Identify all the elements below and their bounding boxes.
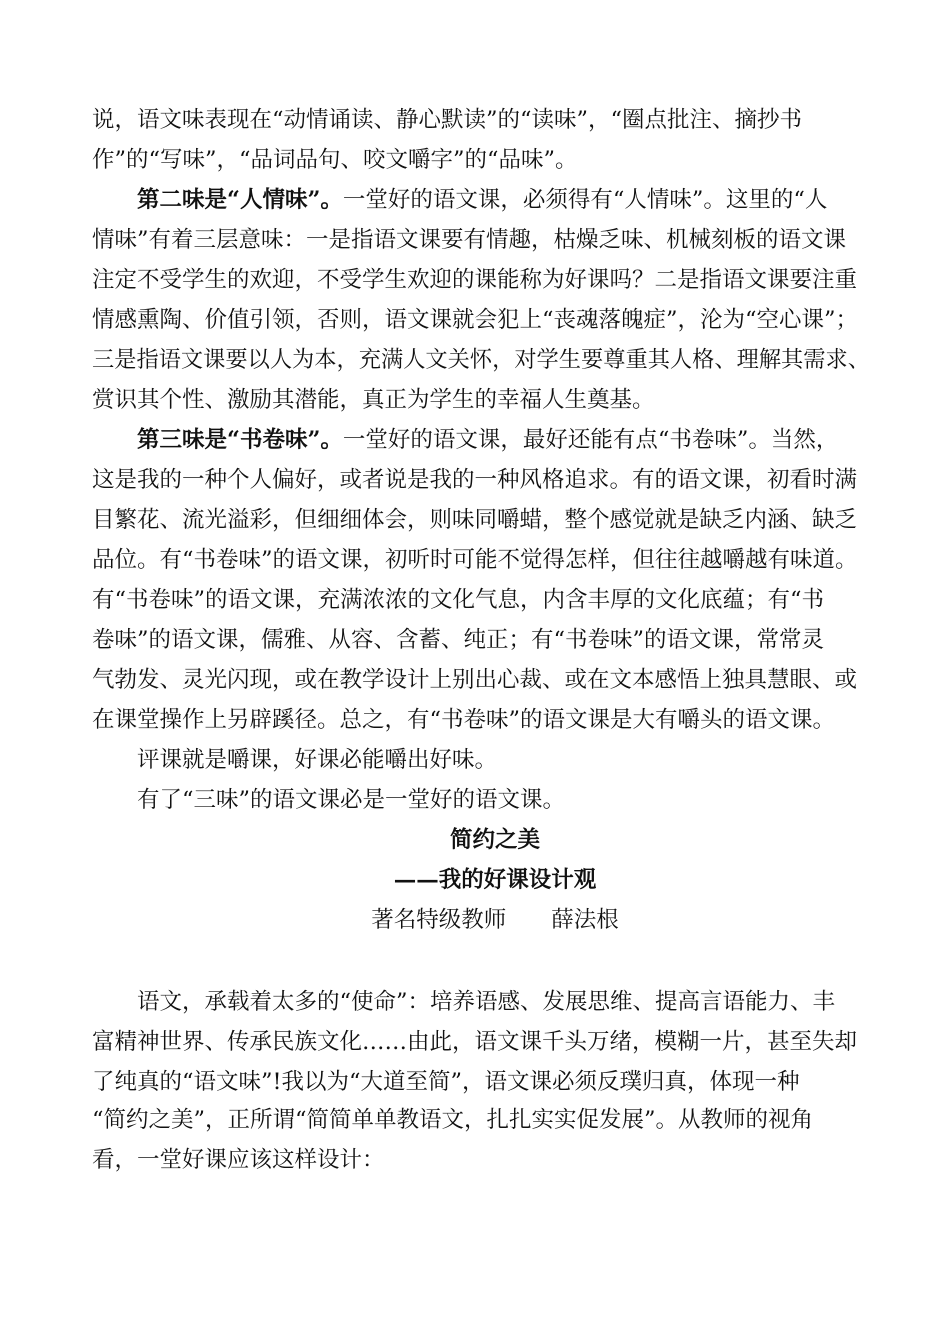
paragraph-line: 卷味”的语文课，儒雅、从容、含蓄、纯正；有“书卷味”的语文课，常常灵 [92, 627, 825, 653]
paragraph-line: 气勃发、灵光闪现，或在教学设计上别出心裁、或在文本感悟上独具慧眼、或 [92, 667, 858, 693]
paragraph-line: 情感熏陶、价值引领，否则，语文课就会犯上“丧魂落魄症”，沦为“空心课”； [92, 307, 859, 333]
paragraph-line: 赏识其个性、激励其潜能，真正为学生的幸福人生奠基。 [92, 387, 655, 413]
paragraph-line: 这是我的一种个人偏好，或者说是我的一种风格追求。有的语文课，初看时满 [92, 467, 858, 493]
paragraph-lead-heading: 第二味是“人情味”。 [137, 187, 343, 213]
paragraph-text: 一堂好的语文课，必须得有“人情味”。这里的“人 [342, 187, 828, 213]
article-subtitle: ——我的好课设计观 [393, 867, 597, 893]
paragraph-line: 了纯真的“语文味”!我以为“大道至简”，语文课必须反璞归真，体现一种 [92, 1069, 800, 1095]
paragraph-line: 语文，承载着太多的“使命”：培养语感、发展思维、提高言语能力、丰 [137, 989, 836, 1015]
paragraph-line: 品位。有“书卷味”的语文课，初听时可能不觉得怎样，但往往越嚼越有味道。 [92, 547, 858, 573]
paragraph-line: 作”的“写味”，“品词品句、咬文嚼字”的“品味”。 [92, 147, 578, 173]
paragraph-line: 有“书卷味”的语文课，充满浓浓的文化气息，内含丰厚的文化底蕴；有“书 [92, 587, 825, 613]
paragraph-line: 目繁花、流光溢彩，但细细体会，则味同嚼蜡，整个感觉就是缺乏内涵、缺乏 [92, 507, 858, 533]
paragraph-line: 在课堂操作上另辟蹊径。总之，有“书卷味”的语文课是大有嚼头的语文课。 [92, 707, 836, 733]
paragraph-first-line [137, 424, 838, 456]
paragraph-line: 三是指语文课要以人为本，充满人文关怀，对学生要尊重其人格、理解其需求、 [92, 347, 870, 373]
article-author: 著名特级教师 薛法根 [371, 907, 619, 933]
paragraph-first-line [137, 184, 827, 216]
paragraph-line: 富精神世界、传承民族文化……由此，语文课千头万绪，模糊一片，甚至失却 [92, 1029, 858, 1055]
paragraph-lead-heading: 第三味是“书卷味”。 [137, 427, 343, 453]
paragraph-line: “简约之美”，正所谓“简简单单教语文，扎扎实实促发展”。从教师的视角 [92, 1107, 814, 1133]
paragraph-line: 看，一堂好课应该这样设计： [92, 1147, 385, 1173]
paragraph-line: 说，语文味表现在“动情诵读、静心默读”的“读味”，“圈点批注、摘抄书 [92, 107, 803, 133]
paragraph-line: 情味”有着三层意味：一是指语文课要有情趣，枯燥乏味、机械刻板的语文课 [92, 227, 847, 253]
article-title: 简约之美 [449, 827, 540, 853]
paragraph-line: 有了“三味”的语文课必是一堂好的语文课。 [137, 787, 566, 813]
paragraph-text: 一堂好的语文课，最好还能有点“书卷味”。当然， [342, 427, 839, 453]
paragraph-line: 注定不受学生的欢迎，不受学生欢迎的课能称为好课吗？二是指语文课要注重 [92, 267, 858, 293]
paragraph-line: 评课就是嚼课，好课必能嚼出好味。 [137, 747, 498, 773]
